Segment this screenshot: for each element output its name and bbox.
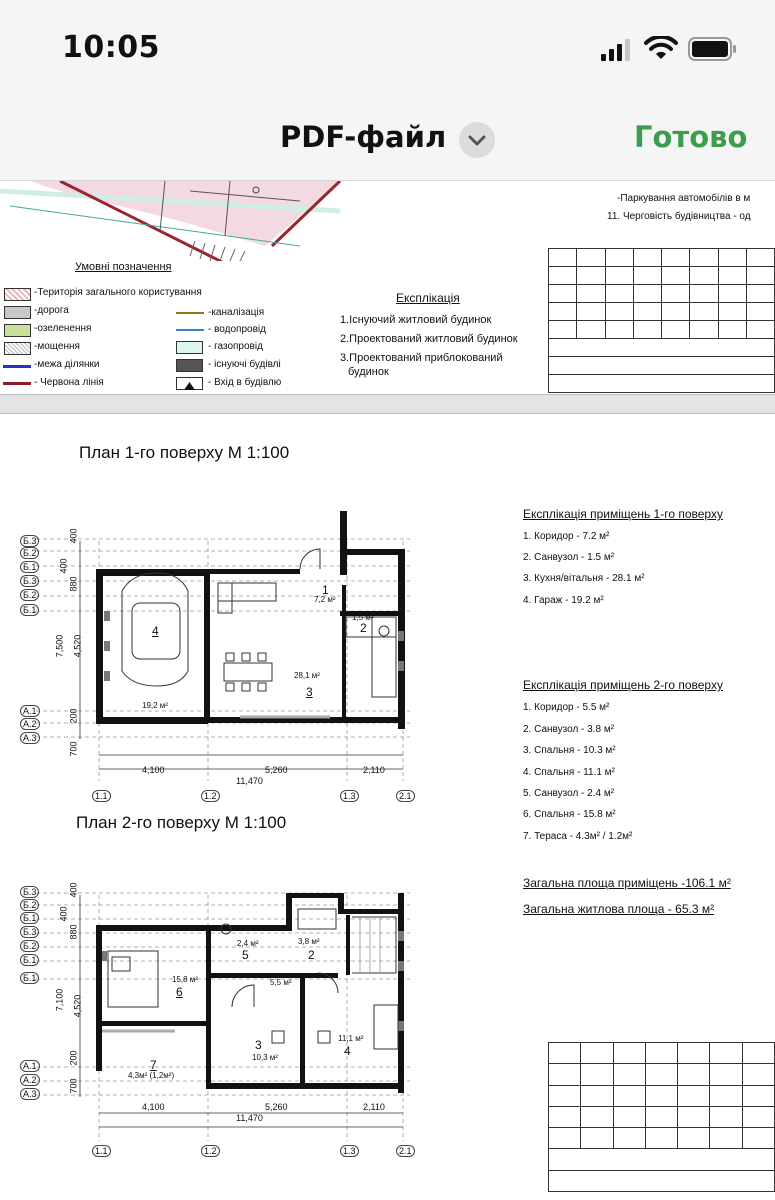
dim-vertical: 880: [68, 924, 79, 940]
room-area: 3,8 м²: [298, 937, 320, 946]
explication-item: 1.Існуючий житловий будинок: [340, 314, 492, 326]
axis-row-label: Б.3: [20, 926, 39, 938]
legend-line-red: [3, 382, 31, 385]
dim-vertical: 4,520: [72, 994, 83, 1018]
page1-line-parking: -Паркування автомобілів в м: [617, 193, 751, 204]
room-number: 6: [176, 985, 183, 999]
legend-label: -каналізація: [208, 307, 265, 318]
axis-col-label: 2.1: [396, 1145, 415, 1157]
axis-row-label: Б.2: [20, 547, 39, 559]
explication-item: будинок: [348, 366, 389, 378]
room-number: 7: [150, 1058, 157, 1072]
dim-horizontal: 5,260: [265, 1102, 288, 1112]
room-number: 3: [306, 685, 313, 699]
dim-horizontal: 11,470: [236, 1113, 263, 1123]
room-number: 2: [308, 948, 315, 962]
explication1-item: 2. Санвузол - 1.5 м²: [523, 552, 615, 563]
explication1-item: 1. Коридор - 7.2 м²: [523, 531, 610, 542]
legend-swatch-road: [4, 306, 31, 319]
wifi-icon: [644, 36, 678, 62]
room-area: 2,4 м²: [237, 939, 259, 948]
dim-vertical: 700: [68, 741, 79, 757]
room-area: 4,3м² (1,2м²): [128, 1071, 175, 1080]
room-area: 11,1 м²: [338, 1034, 364, 1043]
legend-swatch-green: [4, 324, 31, 337]
axis-col-label: 1.2: [201, 790, 220, 802]
dim-vertical: 400: [68, 528, 79, 544]
dim-vertical: 700: [68, 1078, 79, 1094]
axis-row-label: Б.2: [20, 940, 39, 952]
explication-item: 3.Проектований приблокований: [340, 352, 503, 364]
dim-vertical: 4,520: [72, 634, 83, 658]
axis-row-label: Б.3: [20, 535, 39, 547]
site-plan-fragment: [0, 181, 345, 261]
dim-horizontal: 4,100: [142, 1102, 165, 1112]
legend-line-sewer: [176, 312, 204, 314]
axis-col-label: 1.2: [201, 1145, 220, 1157]
dim-vertical: 200: [68, 1050, 79, 1066]
room-area: 28,1 м²: [294, 671, 320, 680]
triangle-icon: [177, 380, 202, 391]
total-living-area: Загальна житлова площа - 65.3 м²: [523, 902, 715, 916]
explication1-item: 3. Кухня/вітальня - 28.1 м²: [523, 573, 645, 584]
dim-vertical: 400: [68, 882, 79, 898]
dim-vertical: 7,500: [54, 634, 65, 658]
nav-title: PDF-файл: [280, 120, 447, 154]
axis-row-label: Б.3: [20, 575, 39, 587]
explication2-item: 2. Санвузол - 3.8 м²: [523, 724, 615, 735]
room-number: 3: [255, 1038, 262, 1052]
room-number: 4: [152, 624, 159, 638]
room-number: 4: [344, 1044, 351, 1058]
axis-row-label: Б.1: [20, 954, 39, 966]
axis-col-label: 1.3: [340, 790, 359, 802]
axis-col-label: 1.3: [340, 1145, 359, 1157]
page1-table: [548, 248, 775, 393]
legend-label: -мощення: [34, 341, 80, 352]
nav-bar: [0, 100, 775, 181]
page2-table: [548, 1042, 775, 1192]
floor-plan-2: [0, 881, 430, 1181]
status-bar: [0, 0, 775, 100]
legend-label: - газопровід: [208, 341, 263, 352]
dim-horizontal: 4,100: [142, 765, 165, 775]
axis-row-label: А.3: [20, 732, 40, 744]
explication2-item: 4. Спальня - 11.1 м²: [523, 767, 615, 778]
axis-row-label: А.2: [20, 718, 40, 730]
chevron-down-icon: [459, 122, 495, 158]
legend-label: - існуючі будівлі: [208, 359, 281, 370]
dim-vertical: 200: [68, 708, 79, 724]
explication-title: Експлікація: [396, 291, 460, 305]
legend-label: - водопровід: [208, 324, 266, 335]
explication1-title: Експлікація приміщень 1-го поверху: [523, 507, 723, 521]
axis-row-label: Б.3: [20, 886, 39, 898]
battery-icon: [688, 36, 738, 62]
legend-label: -Територія загального користування: [34, 287, 202, 298]
room-area: 5,5 м²: [270, 978, 292, 987]
axis-row-label: А.1: [20, 1060, 40, 1072]
dim-vertical: 7,100: [54, 988, 65, 1012]
axis-col-label: 2.1: [396, 790, 415, 802]
axis-col-label: 1.1: [92, 1145, 111, 1157]
legend-label: -межа ділянки: [34, 359, 100, 370]
explication-item: 2.Проектований житловий будинок: [340, 333, 518, 345]
room-area: 15,8 м²: [172, 975, 198, 984]
dim-vertical: 400: [58, 558, 69, 574]
legend-label: - Червона лінія: [34, 377, 104, 388]
status-time: 10:05: [62, 30, 160, 65]
explication2-item: 5. Санвузол - 2.4 м²: [523, 788, 615, 799]
legend-swatch-gas: [176, 341, 203, 354]
axis-row-label: Б.2: [20, 589, 39, 601]
axis-row-label: Б.1: [20, 972, 39, 984]
axis-col-label: 1.1: [92, 790, 111, 802]
room-number: 5: [242, 948, 249, 962]
legend-label: -озеленення: [34, 323, 92, 334]
room-number: 2: [360, 621, 367, 635]
dim-horizontal: 5,260: [265, 765, 288, 775]
plan1-title: План 1-го поверху М 1:100: [79, 443, 290, 462]
explication2-title: Експлікація приміщень 2-го поверху: [523, 678, 723, 692]
explication2-item: 7. Тераса - 4.3м² / 1.2м²: [523, 831, 633, 842]
room-number: 1: [322, 583, 329, 597]
legend-label: - Вхід в будівлю: [208, 377, 282, 388]
room-area: 1,5 м²: [352, 613, 374, 622]
done-button[interactable]: Готово: [634, 120, 748, 154]
dim-horizontal: 2,110: [363, 1102, 385, 1112]
title-menu-button[interactable]: [459, 122, 495, 158]
pdf-document[interactable]: [0, 181, 775, 1200]
axis-row-label: Б.2: [20, 899, 39, 911]
legend-swatch-entrance: [176, 377, 203, 390]
explication1-item: 4. Гараж - 19.2 м²: [523, 595, 604, 606]
explication2-item: 3. Спальня - 10.3 м²: [523, 745, 616, 756]
explication2-item: 6. Спальня - 15.8 м²: [523, 809, 616, 820]
total-area: Загальна площа приміщень -106.1 м²: [523, 876, 731, 890]
dim-horizontal: 2,110: [363, 765, 385, 775]
legend-title: Умовні позначення: [75, 261, 172, 273]
page-separator: [0, 394, 775, 414]
legend-swatch-public: [4, 288, 31, 301]
cellular-signal-icon: [600, 38, 634, 62]
room-area: 7,2 м²: [314, 595, 336, 604]
room-area: 10,3 м²: [252, 1053, 278, 1062]
axis-row-label: Б.1: [20, 604, 39, 616]
legend-line-boundary: [3, 365, 31, 368]
axis-row-label: А.1: [20, 705, 40, 717]
axis-row-label: Б.1: [20, 912, 39, 924]
axis-row-label: Б.1: [20, 561, 39, 573]
room-area: 19,2 м²: [142, 701, 168, 710]
axis-row-label: А.2: [20, 1074, 40, 1086]
explication2-item: 1. Коридор - 5.5 м²: [523, 702, 610, 713]
dim-vertical: 880: [68, 576, 79, 592]
legend-line-water: [176, 329, 204, 331]
dim-vertical: 400: [58, 906, 69, 922]
page1-line-order: 11. Черговість будівництва - од: [607, 211, 751, 222]
legend-label: -дорога: [34, 305, 69, 316]
plan2-title: План 2-го поверху М 1:100: [76, 813, 287, 832]
legend-swatch-paving: [4, 342, 31, 355]
axis-row-label: А.3: [20, 1088, 40, 1100]
dim-horizontal: 11,470: [236, 776, 263, 786]
legend-swatch-existing: [176, 359, 203, 372]
